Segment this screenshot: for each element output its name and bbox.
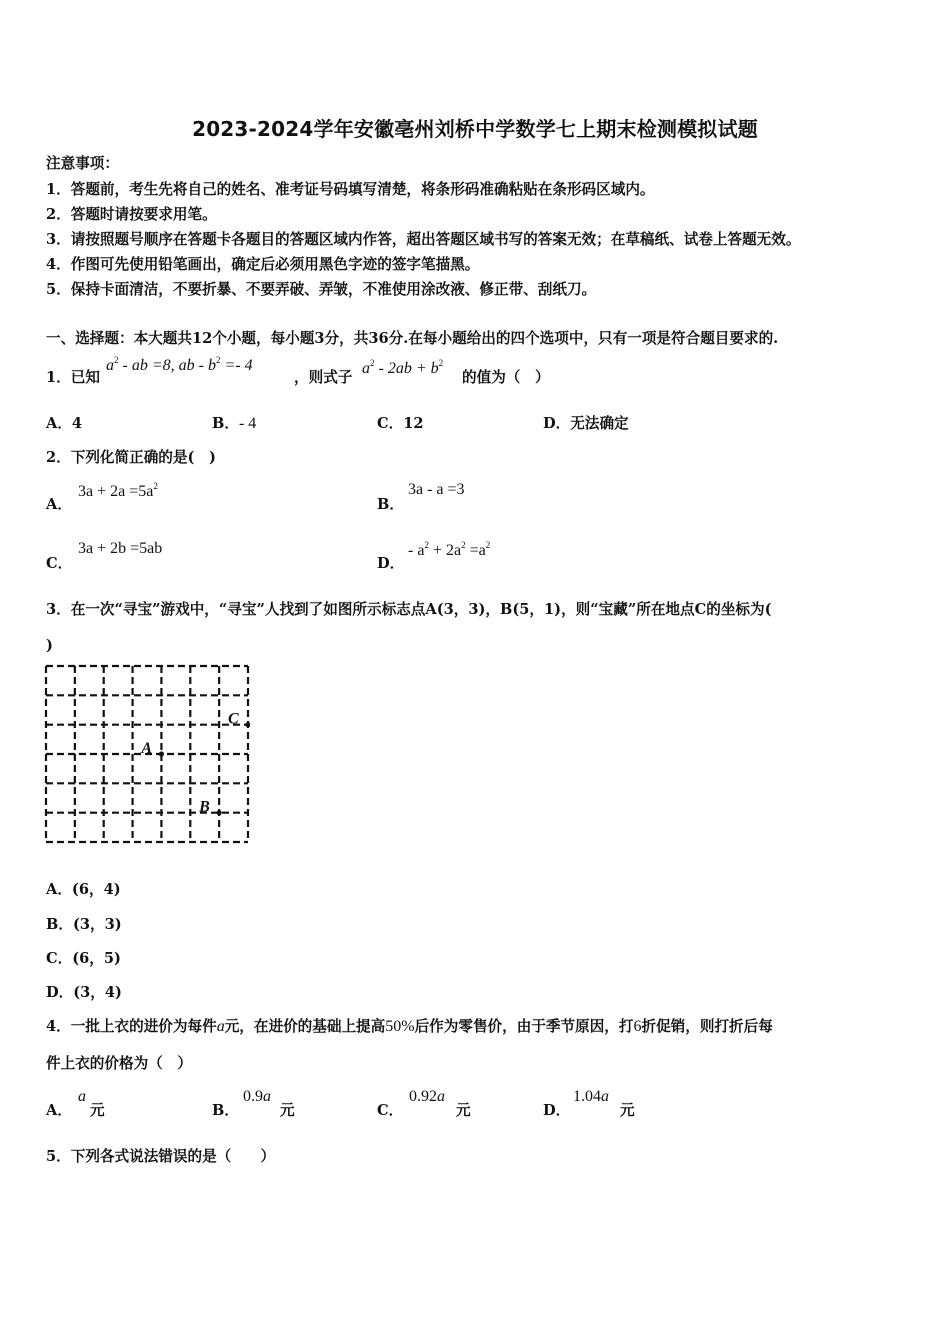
- q4-stem-line1: 4．一批上衣的进价为每件a元，在进价的基础上提高50%后作为零售价，由于季节原因，打6折促销，则打折后每: [46, 1018, 773, 1035]
- q4-option-b-math: 0.9a: [243, 1088, 271, 1105]
- section-heading: 一、选择题：本大题共12个小题，每小题3分，共36分.在每小题给出的四个选项中，只有一项是符合题目要求的.: [46, 330, 779, 347]
- note-item: 5．保持卡面清洁，不要折暴、不要弄破、弄皱，不准使用涂改液、修正带、刮纸刀。: [46, 281, 597, 298]
- q3-option-a: A．(6，4): [46, 881, 121, 898]
- point-a-label: A: [141, 740, 153, 757]
- q4-option-c-label: C．: [377, 1102, 404, 1119]
- point-c-dot: [245, 722, 250, 727]
- q4-option-b-label: B．: [212, 1102, 239, 1119]
- q4-option-c-math: 0.92a: [409, 1088, 445, 1105]
- q1-stem-mid: ，则式子: [294, 369, 353, 386]
- q4-option-b-unit: 元: [280, 1102, 295, 1119]
- q4-option-d-math: 1.04a: [573, 1088, 609, 1105]
- point-b-dot: [217, 810, 222, 815]
- q2-option-d-math: - $a^2 + 2a^2 =a^2$: [408, 540, 491, 559]
- q3-option-b: B．(3，3): [46, 916, 122, 933]
- q4-option-a-label: A．: [46, 1102, 72, 1119]
- q3-stem-end: ): [46, 637, 53, 654]
- q1-expression-math: $a^2 - 2ab + b^2$: [362, 358, 444, 377]
- notes-heading: 注意事项：: [46, 155, 119, 172]
- q2-option-a-label: A．: [46, 496, 72, 513]
- q4-option-d-label: D．: [543, 1102, 571, 1119]
- q1-stem-start: 1．已知: [46, 369, 100, 386]
- note-item: 2．答题时请按要求用笔。: [46, 206, 217, 223]
- q4-stem-line2: 件上衣的价格为（ ）: [46, 1055, 192, 1072]
- q3-option-c: C．(6，5): [46, 950, 121, 967]
- q1-condition-math: $a^2$ - ab =8, ab - $b^2 =- 4$: [106, 355, 253, 374]
- q4-option-a-unit: 元: [90, 1102, 105, 1119]
- q4-option-c-unit: 元: [456, 1102, 471, 1119]
- note-item: 4．作图可先使用铅笔画出，确定后必须用黑色字迹的签字笔描黑。: [46, 256, 480, 273]
- q2-option-c-math: 3a + 2b =5ab: [78, 540, 163, 557]
- q2-option-d-label: D．: [377, 555, 405, 572]
- q1-option-c: C．12: [377, 415, 424, 432]
- page-title: 2023-2024学年安徽亳州刘桥中学数学七上期末检测模拟试题: [192, 117, 758, 141]
- q2-option-b-label: B．: [377, 496, 404, 513]
- point-c-label: C: [228, 710, 239, 728]
- q1-option-a: A．4: [46, 415, 83, 432]
- q1-option-b: B．- 4: [212, 415, 257, 432]
- coordinate-grid-figure: [44, 664, 250, 844]
- point-a-dot: [159, 751, 164, 756]
- q2-stem: 2．下列化简正确的是( ): [46, 449, 216, 466]
- q4-option-a-math: a: [78, 1088, 86, 1105]
- q3-option-d: D．(3，4): [46, 984, 122, 1001]
- q5-stem: 5．下列各式说法错误的是（ ）: [46, 1148, 276, 1165]
- note-item: 3．请按照题号顺序在答题卡各题目的答题区域内作答，超出答题区域书写的答案无效；在草稿纸、试卷上答题无效。: [46, 231, 801, 248]
- q1-stem-end: 的值为（ ）: [462, 369, 550, 386]
- q2-option-c-label: C．: [46, 555, 73, 572]
- q2-option-a-math: $3a + 2a =5a^2$: [78, 481, 158, 500]
- q2-option-b-math: 3a - a =3: [408, 481, 465, 498]
- note-item: 1．答题前，考生先将自己的姓名、准考证号码填写清楚，将条形码准确粘贴在条形码区域内。: [46, 181, 655, 198]
- point-b-label: B: [199, 798, 210, 816]
- q4-option-d-unit: 元: [620, 1102, 635, 1119]
- q3-stem: 3．在一次“寻宝”游戏中，“寻宝”人找到了如图所示标志点A(3，3)，B(5，1)，则“宝藏”所在地点C的坐标为(: [46, 601, 772, 618]
- q1-option-d: D．无法确定: [543, 415, 629, 432]
